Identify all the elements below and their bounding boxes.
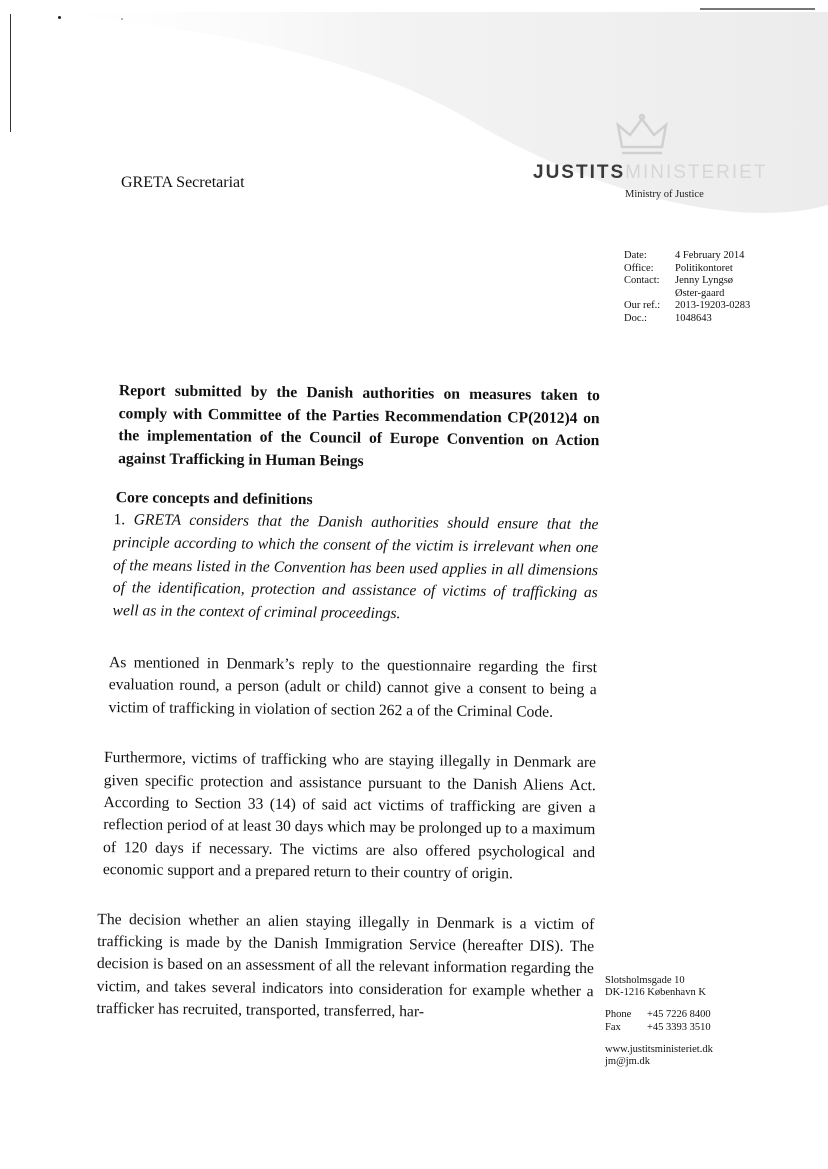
meta-row-date	[624, 250, 755, 263]
meta-row-office	[624, 263, 755, 276]
email-link: jm@jm.dk	[605, 1056, 650, 1068]
report-title: Report submitted by the Danish authorities on measures taken to comply with Committee of the Parties Recommendation CP(2012)4 on the implementation of the Council of Europe Convention on Action against Trafficking in Human Beings	[118, 382, 600, 470]
meta-label: Office:	[624, 262, 654, 274]
meta-value: 2013-19203-0283	[675, 300, 751, 312]
meta-value: 1048643	[675, 312, 712, 324]
phone-row	[605, 1009, 713, 1021]
fax-label: Fax	[605, 1021, 621, 1033]
meta-row-contact	[624, 275, 755, 300]
logo-word-ministeriet: MINISTERIET	[625, 162, 768, 183]
address-street: Slotsholmsgade 10	[605, 975, 685, 986]
address-city: DK-1216 København K	[605, 987, 706, 999]
crown-icon	[614, 113, 670, 157]
meta-row-ref	[624, 300, 755, 313]
meta-label: Date:	[624, 250, 647, 261]
ministry-address	[605, 975, 713, 1068]
recipient: GRETA Secretariat	[121, 174, 245, 191]
logo-word-justits: JUSTITS	[533, 162, 626, 183]
meta-label: Doc.:	[624, 312, 648, 324]
paragraph: The decision whether an alien staying illegally in Denmark is a victim of trafficking is made by the Danish Immigration Service (hereafter DIS). The decision is based on an assessment of all the relevant information regarding the victim, and takes several indicators into consideration for example whether a trafficker has recruited, transported, transferred, har-	[96, 910, 595, 1021]
fax-number: +45 3393 3510	[647, 1021, 711, 1033]
logo-subtitle: Ministry of Justice	[625, 189, 704, 200]
meta-row-doc	[624, 313, 755, 326]
item-number: 1.	[113, 511, 126, 529]
paragraph: Furthermore, victims of trafficking who are staying illegally in Denmark are given specific protection and assistance pursuant to the Danish Aliens Act. According to Section 33 (14) of said act victims of trafficking are given a reflection period of at least 30 days which may be prolonged up to a maximum of 120 days if necessary. The victims are also offered psychological and economic support and a prepared return to their country of origin.	[102, 749, 597, 883]
phone-number: +45 7226 8400	[647, 1009, 711, 1021]
fax-row	[605, 1022, 713, 1034]
letter-body	[96, 380, 600, 1026]
meta-value: Jenny Lyngsø Øster-gaard	[675, 275, 734, 299]
section-heading: Core concepts and definitions	[115, 489, 313, 509]
paragraph: As mentioned in Denmark’s reply to the questionnaire regarding the first evaluation round, a person (adult or child) cannot give a consent to being a victim of trafficking in violation of section 262 a of the Criminal Code.	[108, 654, 598, 721]
meta-label: Contact:	[624, 275, 660, 287]
document-meta	[624, 250, 755, 326]
recommendation-item	[112, 509, 598, 628]
meta-value: 4 February 2014	[675, 250, 745, 261]
letterhead-swoosh	[0, 0, 828, 240]
meta-value: Politikontoret	[675, 262, 733, 274]
website-link: www.justitsministeriet.dk	[605, 1043, 713, 1055]
meta-label: Our ref.:	[624, 300, 661, 312]
ministry-logo	[533, 162, 767, 184]
item-text: GRETA considers that the Danish authorities should ensure that the principle according to which the consent of the victim is irrelevant when one of the means listed in the Convention has been used applies in all dimensions of the identification, protection and assistance of victims of trafficking as well as in the context of criminal proceedings.	[112, 511, 599, 623]
phone-label: Phone	[605, 1009, 632, 1021]
